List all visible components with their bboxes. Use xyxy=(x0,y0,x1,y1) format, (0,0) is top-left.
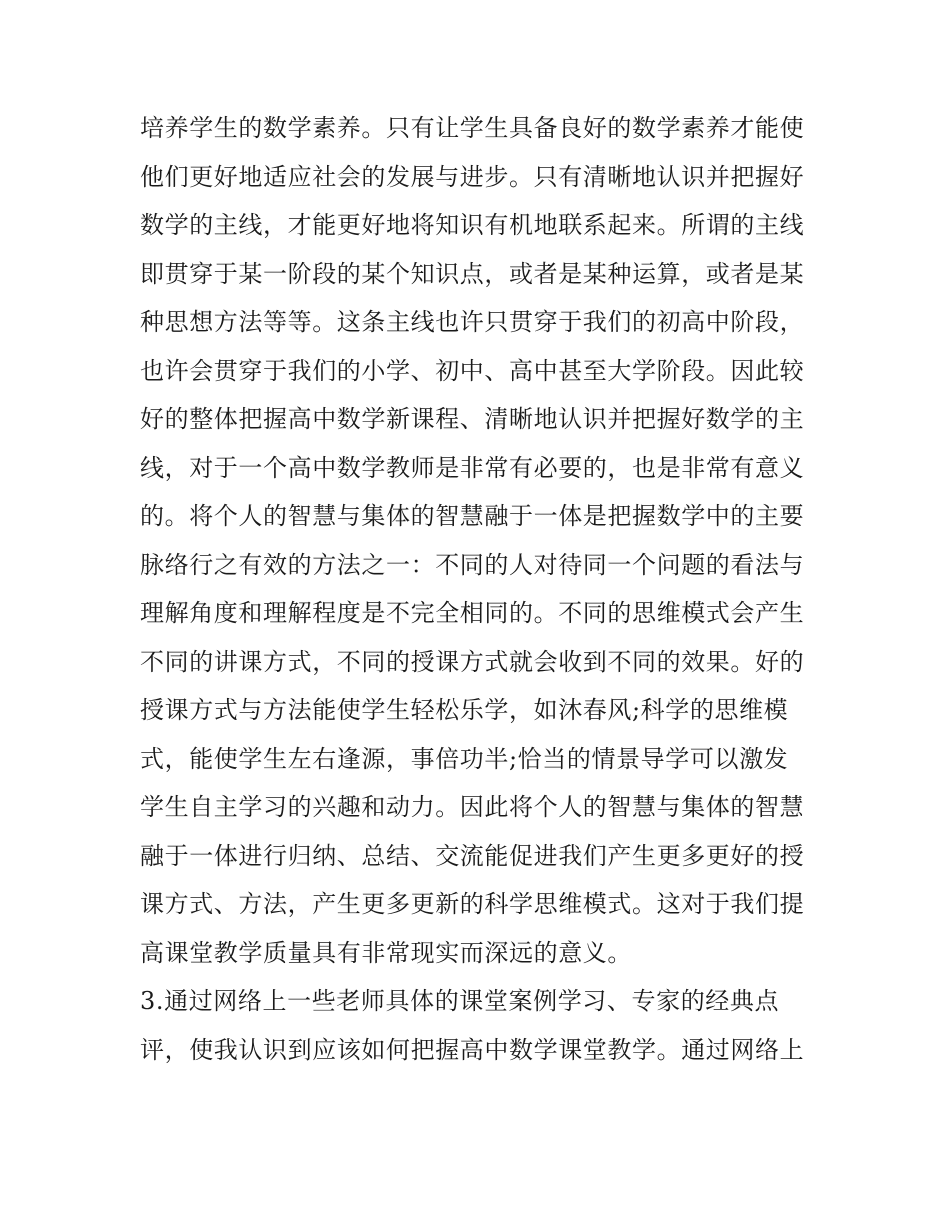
text-line-6: 也许会贯穿于我们的小学、初中、高中甚至大学阶段。因此较 xyxy=(140,356,805,385)
text-line-7: 好的整体把握高中数学新课程、清晰地认识并把握好数学的主 xyxy=(140,405,805,433)
text-line-5: 种思想方法等等。这条主线也许只贯穿于我们的初高中阶段， xyxy=(140,308,805,336)
text-line-2: 他们更好地适应社会的发展与进步。只有清晰地认识并把握好 xyxy=(140,162,805,191)
text-line-18: 高课堂教学质量具有非常现实而深远的意义。 xyxy=(140,938,632,967)
text-line-9: 的。将个人的智慧与集体的智慧融于一体是把握数学中的主要 xyxy=(140,502,805,530)
text-line-20: 评，使我认识到应该如何把握高中数学课堂教学。通过网络上 xyxy=(140,1035,805,1064)
text-line-3: 数学的主线，才能更好地将知识有机地联系起来。所谓的主线 xyxy=(140,211,805,239)
text-line-4: 即贯穿于某一阶段的某个知识点，或者是某种运算，或者是某 xyxy=(140,259,805,288)
text-line-19: 3.通过网络上一些老师具体的课堂案例学习、专家的经典点 xyxy=(140,987,780,1015)
text-line-10: 脉络行之有效的方法之一：不同的人对待同一个问题的看法与 xyxy=(140,550,805,579)
text-line-8: 线，对于一个高中数学教师是非常有必要的，也是非常有意义 xyxy=(140,453,805,482)
text-line-16: 融于一体进行归纳、总结、交流能促进我们产生更多更好的授 xyxy=(140,841,805,870)
text-line-1: 培养学生的数学素养。只有让学生具备良好的数学素养才能使 xyxy=(140,114,805,142)
body-text xyxy=(140,104,840,1074)
text-line-15: 学生自主学习的兴趣和动力。因此将个人的智慧与集体的智慧 xyxy=(140,793,805,821)
text-line-14: 式，能使学生左右逢源，事倍功半;恰当的情景导学可以激发 xyxy=(140,744,789,773)
text-line-11: 理解角度和理解程度是不完全相同的。不同的思维模式会产生 xyxy=(140,599,805,627)
text-line-17: 课方式、方法，产生更多更新的科学思维模式。这对于我们提 xyxy=(140,890,805,918)
text-line-12: 不同的讲课方式，不同的授课方式就会收到不同的效果。好的 xyxy=(140,647,805,676)
text-line-13: 授课方式与方法能使学生轻松乐学，如沐春风;科学的思维模 xyxy=(140,696,789,724)
